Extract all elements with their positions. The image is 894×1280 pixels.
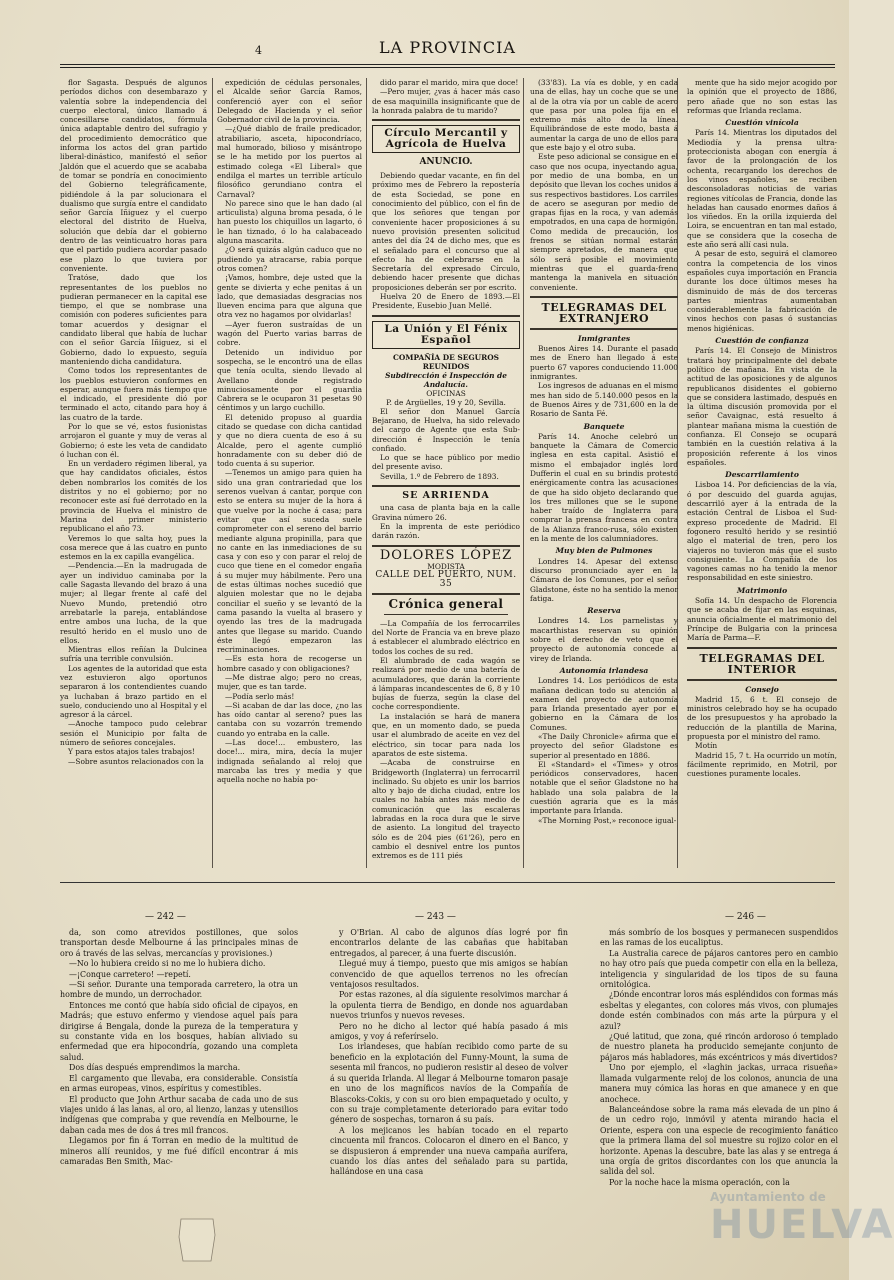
separator bbox=[384, 614, 508, 615]
article-paragraph: El detenido propuso al guardia citado se quedase con dicha cantidad y que no diera cuenta de eso á su Alcalde, pero el agente cumplió honradamente con su deber dió de todo cuenta á su superior. bbox=[217, 412, 362, 469]
telegram-paragraph: París 14. Mientras los diputados del Mediodía y la prensa ultra-proteccionista abogan con energía á favor de la prolongación de los ochenta, recargando los derechos de los vinos españoles, se reciben desconsoladoras noticias de varias regiones vitícolas de Francia, donde las heladas han causado enormes daños á los viñedos. En la orilla izquierda del Loira, se encuentran en tan mal estado, que se considera que la cosecha de este año será allí casi nula. bbox=[687, 128, 837, 250]
article-paragraph: —Me distrae algo; pero no creas, mujer, que es tan tarde. bbox=[217, 673, 362, 692]
union-body-2: Lo que se hace público por medio del presente aviso. bbox=[372, 453, 520, 472]
separator bbox=[372, 485, 520, 487]
arrienda-body: una casa de planta baja en la calle Gravina número 26. bbox=[372, 503, 520, 522]
section-subhead: Reserva bbox=[587, 606, 621, 616]
telegram-paragraph: Los ingresos de aduanas en el mismo mes han sido de 5.140.000 pesos en la de Buenos Aires y de 731,600 en la de Rosario de Santa Fé. bbox=[530, 381, 678, 419]
article-paragraph: Los agentes de la autoridad que esta vez estuvieron algo oportunos separaron á los contendientes cuando ya luchaban á brazo partido en el suelo, conduciendo uno al Hospital y el agresor á la cárcel. bbox=[60, 663, 208, 720]
masthead-rule bbox=[60, 64, 835, 65]
folletin-paragraph: —No lo hubiera creido si no me lo hubiera dicho. bbox=[69, 959, 266, 969]
separator bbox=[687, 679, 837, 681]
anuncio-signature: Huelva 20 de Enero de 1893.—El Presidente, Eusebio Juan Mellé. bbox=[372, 292, 520, 311]
union-fenix-heading: La Unión y El Fénix Español bbox=[372, 321, 520, 349]
section-subhead: Inmigrantes bbox=[577, 333, 631, 343]
article-paragraph: Mientras ellos reñían la Dulcinea sufría una terrible convulsión. bbox=[60, 645, 207, 664]
article-paragraph: Por lo que se vé, estos fusionistas arrojaron el guante y muy de veras al Gobierno; ó este les veta de candidato ó luchan con él. bbox=[60, 421, 207, 459]
masthead-rule-thin bbox=[60, 67, 835, 68]
separator bbox=[372, 119, 520, 121]
article-paragraph: (33'83). La vía es doble, y en cada una de ellas, hay un coche que se une al de la otra vía por un cable de acero que pasa por una polea fija en el extremo más alto de la línea. Equilibrándose de este modo, basta á aumentar la carga de uno de ellos para que este bajo y el otro suba. bbox=[530, 78, 678, 153]
column-4 bbox=[530, 78, 678, 868]
telegramas-interior-heading: TELEGRAMAS DEL INTERIOR bbox=[699, 651, 825, 676]
article-paragraph: mente que ha sido mejor acogido por la opinión que el proyecto de 1886, pero añade que no son estas las reformas que Irlanda reclama. bbox=[687, 78, 837, 115]
folletin-paragraph: La Australia carece de pájaros cantores pero en cambio no hay otro país que pueda competir con ella en la belleza, inteligencia y singularidad de los tipos de su fauna ornitológica. bbox=[600, 948, 838, 990]
separator bbox=[372, 315, 520, 317]
folletin-paragraph: Dos días después emprendimos la marcha. bbox=[69, 1063, 241, 1073]
section-subhead: Muy bien de Pulmones bbox=[555, 546, 653, 556]
article-paragraph: —Pendencia.—En la madrugada de ayer un individuo caminaba por la calle Sagasta llevando del brazo á una mujer; al llegar frente al café del Nuevo Mundo, pretendió otro arrebatarle la pareja, entablándose entre ambos una lucha, de la que resultó herido en el muslo uno de ellos. bbox=[60, 561, 207, 645]
column-3 bbox=[372, 78, 520, 868]
telegram-paragraph: A pesar de esto, seguirá el clamoreo contra la competencia de los vinos españoles cuya importación en Francia durante los doce últimos meses ha disminuido de más de dos terceras partes mientras aumentaban considerablemente la fabricación de vinos hechos con pasas ó sustancias menos higiénicas. bbox=[687, 249, 837, 333]
telegram-paragraph: Madrid 15, 7 t. Ha ocurrido un motín, fácilmente reprimido, en Motril, por cuestiones puramente locales. bbox=[687, 750, 837, 779]
article-paragraph: —Si acaban de dar las doce, ¿no las has oído cantar al sereno? pues las cantaba con su vozarrón tremendo cuando yo entraba en la calle. bbox=[217, 700, 362, 738]
union-signature: Sevilla, 1.º de Febrero de 1893. bbox=[380, 471, 499, 481]
article-paragraph: No parece sino que le han dado (al articulista) alguna broma pesada, ó le han puesto los chiquillos un lagarto, ó le han tiznado, ó lo ha calabaceado alguna mascarita. bbox=[217, 198, 362, 246]
telegram-paragraph: París 14. Anoche celebró un banquete la Cámara de Comercio inglesa en esta capital. Asistió el mismo el embajador inglés lord Dufferin el cual en su brindis protestó enérgicamente contra las acusaciones de que ha sido objeto declarando que los tres millones que se le supone haber traído de Inglaterra para comprar la prensa francesa en contra de la Alianza franco-rusa, sólo existen en la mente de los calumniadores. bbox=[530, 431, 678, 544]
folletin-paragraph: da, son como atrevidos postillones, que solos transportan desde Melbourne á las principales minas de oro á través de las selvas, mercancías y provisiones.) bbox=[60, 928, 298, 958]
union-subdireccion: Subdirección é Inspección de Andalucía. bbox=[385, 370, 507, 389]
column-2 bbox=[217, 78, 362, 868]
telegram-paragraph: «The Morning Post,» reconoce igual- bbox=[538, 815, 677, 825]
folio-243: — 243 — bbox=[415, 912, 456, 922]
arrienda-body-2: En la imprenta de este periódico darán razón. bbox=[372, 521, 520, 541]
article-paragraph: expedición de cédulas personales, el Alcalde señor García Ramos, conferenció ayer con el señor Delegado de Hacienda y el señor Gobernador civil de la provincia. bbox=[217, 78, 362, 125]
article-paragraph: —Es esta hora de recogerse un hombre casado y con obligaciones? bbox=[217, 654, 362, 673]
circulo-heading: Círculo Mercantil y Agrícola de Huelva bbox=[372, 125, 520, 153]
separator bbox=[372, 545, 520, 547]
folletin-paragraph: —Si señor. Durante una temporada carretero, la otra un hombre de mundo, un derrochador. bbox=[60, 980, 298, 1000]
folletin-paragraph: Balanceándose sobre la rama más elevada de un pino á de un cedro rojo, inmóvil y atenta mirando hacia el Oriente, espera con una especie de recogimiento fanático que la primera llama del sol muestre su rojizo color en el horizonte. Apenas la descubre, bate las alas y se entrega á una orgía de gritos discordantes con los que anuncia la salida del sol. bbox=[600, 1104, 838, 1177]
masthead bbox=[60, 28, 835, 68]
watermark-line-2: HUELVA bbox=[710, 1202, 894, 1248]
telegram-paragraph: El «Standard» el «Times» y otros periódicos conservadores, hacen notable que el señor Gladstone no ha hablado una sola palabra de la cuestión agraria que es la más importante para Irlanda. bbox=[530, 759, 678, 816]
separator bbox=[687, 647, 837, 649]
folletin-paragraph: Uno por ejemplo, el «laghin jackas, urraca risueña» llamada vulgarmente reloj de los colonos, anuncia de una manera muy cómica las horas en que amanece y en que anochece. bbox=[600, 1063, 838, 1104]
article-paragraph: —Pero mujer, ¿vas á hacer más caso de esa maquinilla insignificante que de la honrada palabra de tu marido? bbox=[372, 87, 520, 115]
telegram-paragraph: Sofía 14. Un despacho de Florencia que se acaba de fijar en las esquinas, anuncia oficialmente el matrimonio del Príncipe de Bulgaria con la princesa María de Parma—F. bbox=[687, 596, 837, 643]
folletin-paragraph: A los mejicanos les habían tocado en el reparto cincuenta mil francos. Colocaron el dinero en el Banco, y se dispusieron á emprender una nueva campaña aurífera, cuando los días antes del señalado para su partida, hallándose en una casa bbox=[330, 1125, 568, 1177]
cronica-paragraph: —Acaba de construirse en Bridgeworth (Inglaterra) un ferrocarril inclinado. Su objeto es unir los barrios alto y bajo de dicha ciudad, entre los cuales no había antes más medio de comunicación que las escaleras labradas en la roca dura que le sirve de asiento. La longitud del trayecto sólo es de 204 pies (61'26), pero en cambio el desnivel entre los puntos extremos es de 111 piés bbox=[372, 758, 520, 861]
article-paragraph: ¿O será quizás algún caduco que no pudiendo ya atracarse, rabia porque otros comen? bbox=[217, 245, 362, 273]
article-paragraph: —Tenemos un amigo para quien ha sido una gran contrariedad que los serenos vuelvan á cantar, porque con esto se entera su mujer de la hora á que vuelve por la noche á casa; para evitar que así sucedа suele comprometer con el sereno del barrio mediante alguna propinilla, para que no cante en las inmediaciones de su casa y con eso y con parar el reloj de cuco que tiene en el comedor engaña á su mujer muy hábilmente. Pero una de estas últimas noches sucedió que alguien molestar que no le dejaba conciliar el sueño y se levantó de la cama pasando la vuelta al brasero y oyendo las tres de la madrugada antes que llegase su marido. Cuando éste llegó empezaron las recriminaciones. bbox=[217, 468, 362, 655]
cronica-paragraph: La instalación se hará de manera que, en un momento dado, se pueda usar el alumbrado de aceite en vez del eléctrico, sin tocar para nada los aparatos de este sistema. bbox=[372, 711, 520, 758]
separator bbox=[530, 296, 678, 298]
folletin-paragraph: Por estas razones, al día siguiente resolvimos marchar á la opulenta tierra de Bendigo, en donde nos aguardaban nuevos triunfos y nuevos reveses. bbox=[330, 990, 568, 1021]
telegram-paragraph: Motín bbox=[695, 741, 718, 751]
dolores-lopez-address: CALLE DEL PUERTO, NUM. 35 bbox=[375, 569, 517, 589]
folletin-paragraph: Los irlandeses, que habían recibido como parte de su beneficio en la explotación del Funny-Mount, la suma de sesenta mil francos, no pudieron resistir al deseo de volver á su querida Irlanda. Al llegar á Melbourne tomaron pasaje en uno de los magníficos navíos de la Compañía de Blascoks-Cokis, y con su oro bien empaquetado y oculto, y con su traje completamente deteriorado para evitar todo género de sospechas, tornaron á su país. bbox=[330, 1042, 568, 1125]
folletin-paragraph: Llegué muy á tiempo, puesto que mis amigos se habían convencido de que aquellos terrenos no les ofrecían ventajosos resultados. bbox=[330, 959, 568, 990]
article-paragraph: —Podía serlo más! bbox=[225, 691, 295, 701]
folletin-paragraph: ¿Qué latitud, que zona, qué rincón ardoroso ó templado de nuestro planeta ha producido semejante conjunto de pájaros más habladores, más excéntricos y más divertidos? bbox=[600, 1032, 838, 1062]
article-paragraph: Este peso adicional se consigue en el caso que nos ocupa, inyectando agua, por medio de una bomba, en un depósito que llevan los coches unidos á sus respectivos bastidores. Los carriles de acero se aseguran por medio de grapas fijas en la roca, y van además empotrados, en una capa de hormigón. Como medida de precaución, los frenos se sitúan normal estarán siempre apretados, de manera que sólo será posible el movimiento mientras que el guarda-freno mantenga la manivela en situación conveniente. bbox=[530, 152, 678, 292]
telegram-paragraph: París 14. El Consejo de Ministros tratará hoy principalmente del debate político de mañana. En vista de la actitud de las oposiciones y de algunos republicanos disidentes el gobierno que se considera lastimado, después en la última discusión promovida por el señor Cavaignac, está resuelto á plantear mañana misma la cuestión de confianza. El Consejo se ocupará también en la cuestión relativa á la proposición referente á los vinos españoles. bbox=[687, 346, 837, 467]
newspaper-title: LA PROVINCIA bbox=[379, 38, 516, 57]
watermark-line-1: Ayuntamiento de bbox=[710, 1190, 826, 1204]
folletin-paragraph: Por la noche hace la misma operación, con la bbox=[609, 1177, 790, 1187]
anuncio-heading: ANUNCIO. bbox=[419, 157, 473, 168]
folletin-paragraph: y O'Brian. Al cabo de algunos días logré por fin encontrarlos delante de las cabañas que habitaban entregados, al parecer, á una fuerte discusión. bbox=[330, 928, 568, 958]
folio-242: — 242 — bbox=[145, 912, 186, 922]
oficinas-address: P. de Argüelles, 19 y 20, Sevilla. bbox=[386, 397, 506, 407]
telegram-paragraph: Buenos Aires 14. Durante el pasado mes de Enero han llegado á este puerto 67 vapores conduciendo 11.000 inmigrantes. bbox=[530, 344, 678, 382]
telegramas-extranjero-heading: TELEGRAMAS DEL EXTRANJERO bbox=[541, 300, 667, 325]
page-number: 4 bbox=[255, 44, 262, 57]
union-company: COMPAÑÍA DE SEGUROS REUNIDOS bbox=[392, 352, 500, 371]
article-paragraph: flor Sagasta. Después de algunos períodos dichos con desembarazo y valentía sobre la independencia del cuerpo electoral, único llamado á concesillarse candidatos, fórmula única adaptable dentro del sufragio y del procedimiento democrático que informa los actos del gran partido liberal-dinástico, manifestó el señor Jaldón que el acuerdo que se acababa de tomar se pondría en conocimiento del Gobierno telegráficamente, pidiéndole á la par solucionara el dualismo que surgía entre el candidato señor García Iñiguez y el cuerpo electoral del distrito de Huelva, solución que debía dar el gobierno dentro de las veinticuatro horas para que el partido pudiera acordar pasado ese plazo lo que tuviera por conveniente. bbox=[60, 78, 207, 273]
folletin-paragraph: Pero no he dicho al lector qué había pasado á mis amigos, y voy á referírselo. bbox=[330, 1021, 568, 1042]
section-subhead: Autonomía irlandesa bbox=[559, 665, 649, 675]
folletin-paragraph: Llegamos por fin á Torran en medio de la multitud de mineros allí reunidos, y me fué difícil encontrar á mis camaradas Ben Smith, Mac- bbox=[60, 1136, 298, 1166]
folletin-paragraph: El cargamento que llevaba, era considerable. Consistía en armas europeas, vinos, espíritus y comestibles. bbox=[60, 1073, 298, 1094]
article-paragraph: Y para estos atajos tales trabajos! bbox=[68, 747, 195, 757]
cronica-heading: Crónica general bbox=[388, 596, 504, 611]
folletin-paragraph: más sombrío de los bosques y permanecen suspendidos en las ramas de los eucaliptus. bbox=[600, 928, 838, 948]
folletin-middle-column bbox=[330, 928, 568, 1280]
section-subhead: Descarrilamiento bbox=[725, 470, 799, 480]
column-5 bbox=[687, 78, 837, 868]
anuncio-body: Debiendo quedar vacante, en fin del próximo mes de Febrero la repostería de esta Sociedad, se pone en conocimiento del público, con el fin de que los señores que tengan por conveniente hacer proposiciones á su nuevo provisión presenten solicitud antes del día 24 de dicho mes, que es el señalado para el concurso que al efecto ha de celebrarse en la Secretaría del expresado Círculo, debiendo hacer presente que dichas proposiciones deberán ser por escrito. bbox=[372, 171, 520, 292]
top-columns bbox=[60, 78, 840, 868]
separator bbox=[372, 593, 520, 595]
folletin-paragraph: —¡Conque carretero! —repetí. bbox=[69, 969, 191, 979]
folletin-paragraph: El producto que John Arthur sacaba de cada uno de sus viajes unido á las lanas, al oro, al lienzo, lanzas y utensilios indígenas que compraba y que revendía en Melbourne, le daban cada mes de dos á tres mil francos. bbox=[60, 1094, 298, 1135]
folio-246: — 246 — bbox=[725, 912, 766, 922]
telegram-paragraph: Lisboa 14. Por deficiencias de la vía, ó por descuido del guarda agujas, descarriló ayer á la entrada de la estación Central de Lisboa el Sud-expreso procedente de Madrid. El fogonero resultó herido y se resintió algo el material de tren, pero los viajeros no tuvieron más que el susto consiguiente. La Compañía de los vagones camas no ha tenido la menor responsabilidad en este siniestro. bbox=[687, 480, 837, 583]
section-subhead: Matrimonio bbox=[736, 585, 788, 595]
cronica-paragraph: —La Compañía de los ferrocarriles del Norte de Francia va en breve plazo á establecer el alumbrado eléctrico en todos los coches de su red. bbox=[372, 618, 520, 656]
article-paragraph: —Sobre asuntos relacionados con la bbox=[68, 756, 204, 766]
article-paragraph: —Las doce!... embustero, las doce!... mira, mira, decía la mujer indignada señalando al reloj que marcaba las tres y media y que aquella noche no había po- bbox=[217, 738, 362, 785]
arrienda-heading: SE ARRIENDA bbox=[402, 490, 490, 502]
article-paragraph: —Ayer fueron sustraídas de un wagón del Puerto varias barras de cobre. bbox=[217, 319, 362, 348]
telegram-paragraph: Londres 14. Los periódicos de esta mañana dedican todo su atención al examen del proyecto de autonomía para Irlanda presentado ayer por el gobierno en la Cámara de los Comunes. bbox=[530, 676, 678, 732]
section-subhead: Consejo bbox=[745, 684, 779, 694]
archive-watermark bbox=[710, 1190, 894, 1270]
telegram-paragraph: «The Daily Chronicle» afirma que el proyecto del señor Gladstone es superior al presentado en 1886. bbox=[530, 732, 678, 760]
article-paragraph: Tratóse, dado que los representantes de los pueblos no pudieran permanecer en la capital ese tiempo, el que se nombrase una comisión con poderes suficientes para tomar acuerdos y designar el candidato liberal que había de luchar con el señor García Iñiguez, si el Gobierno, dado lo expuesto, seguía manteniendo dicha candidatura. bbox=[60, 273, 207, 366]
telegram-paragraph: Madrid 15, 6 t. El consejo de ministros celebrado hoy se ha ocupado de los presupuestos y ha aprobado la reducción de la plantilla de Marina, propuesta por el ministro del ramo. bbox=[687, 694, 837, 741]
article-paragraph: Como todos los representantes de los pueblos estuvieron conformes en esperar, aunque fuera más tiempo que el indicado, el presidente dió por terminado el acto, citando para hoy á las cuatro de la tarde. bbox=[60, 366, 207, 422]
section-subhead: Cuestión de confianza bbox=[715, 336, 809, 346]
article-paragraph: Veremos lo que salta hoy, pues la cosa merece que á las cuatro en punto estemos en la ex capilla evangélica. bbox=[60, 533, 207, 562]
telegram-paragraph: Londres 14. Los parnelistas y macarthistas reservan su opinión sobre el derecho de veto que el proyecto de autonomía concede al virey de Irlanda. bbox=[530, 616, 678, 663]
folletin-rule bbox=[60, 882, 835, 883]
column-1 bbox=[60, 78, 207, 868]
article-paragraph: Detenido un individuo por sospecha, se le encontró una de ellas que tenía oculta, siendo llevado al Avellano donde registrado minuciosamente por el guardia Cabrera se le ocuparon 31 pesetas 90 céntimos y un largo cuchillo. bbox=[217, 347, 362, 413]
telegram-paragraph: Londres 14. Apesar del extenso discurso pronunciado ayer en la Cámara de los Comunes, por el señor Gladstone, éste no ha sentido la menor fatiga. bbox=[530, 556, 678, 603]
folletin-paragraph: ¿Dónde encontrar loros más espléndidos con formas más esbeltas y elegantes, con colores más vivos, con plumajes donde estén combinados con más arte la púrpura y el azul? bbox=[600, 990, 838, 1031]
separator bbox=[530, 328, 678, 330]
article-paragraph: dido parar el marido, mira que doce! bbox=[380, 78, 519, 87]
article-paragraph: En un verdadero régimen liberal, ya que hay candidatos oficiales, éstos deben nombrarlos los comités de los distritos y no el gobierno; por no reconocer este así fué derrotado en la provincia de Huelva el ministro de Marina del primer ministerio republicano el año 73. bbox=[60, 459, 207, 534]
dolores-lopez-name: DOLORES LÓPEZ bbox=[379, 547, 513, 563]
article-paragraph: —¿Qué diablo de fraile predicador, atrabiliario, asceta, hipocondríaco, mal humorado, bilioso y misántropo se le ha metido por los puertos al estimado colega «El Liberal» que endilga el martes un terrible artículo filosófico gerundiano contra el Carnaval? bbox=[217, 124, 362, 199]
oficinas-label: OFICINAS bbox=[426, 388, 466, 398]
section-subhead: Cuestión vinícola bbox=[725, 118, 799, 128]
section-subhead: Banquete bbox=[583, 421, 625, 431]
folletin-paragraph: Entonces me contó que había sido oficial de cipayos, en Madrás; que estuvo enfermo y viendose aquel país para dirigirse á Bengala, donde la pureza de la temperatura y su constante vida en los bosques, habían aliviado su enfermedad que era hipocondría, gozando una completa salud. bbox=[60, 1000, 298, 1062]
union-body: El señor don Manuel García Bejarano, de Huelva, ha sido relevado del cargo de Agente que esta Sub-dirección é Inspección le tenía confiado. bbox=[372, 406, 520, 453]
article-paragraph: —Anoche tampoco pudo celebrar sesión el Municipio por falta de número de señores concejales. bbox=[60, 719, 207, 748]
dolores-lopez-job: MODISTA bbox=[427, 561, 465, 571]
sticker-icon bbox=[175, 1215, 219, 1265]
cronica-paragraph: El alumbrado de cada wagón se realizará por medio de una batería de acumuladores, que darán la corriente á lámparas incandescentes de 6, 8 y 10 bujías de fuerza, según la clase del coche correspondiente. bbox=[372, 655, 520, 712]
article-paragraph: ¡Vamos, hombre, deje usted que la gente se divierta y eche penitas á un lado, que demasiadas desgracias nos llueven encima para que alguna que otra vez no hagamos por olvidarlas! bbox=[217, 273, 362, 320]
